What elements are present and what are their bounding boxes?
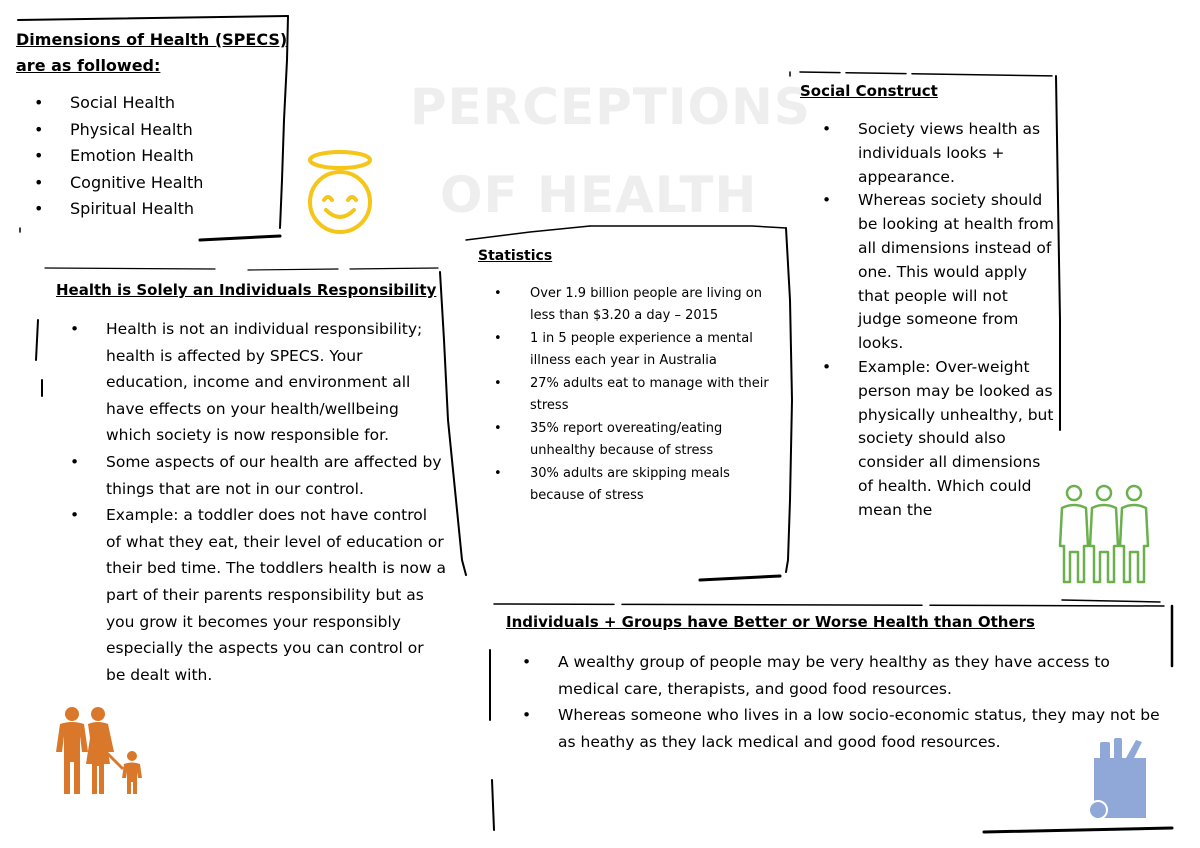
specs-list <box>70 90 203 223</box>
list-item: • Whereas someone who lives in a low socio-economic status, they may not be as heathy as they lack medical and good food resources. <box>558 702 1170 755</box>
list-item: • 35% report overeating/eating unhealthy because of stress <box>530 418 770 461</box>
page-title-line2: OF HEALTH <box>440 166 758 224</box>
specs-heading-line2: are as followed: <box>16 56 161 75</box>
list-item: • Health is not an individual responsibility; health is affected by SPECS. Your education, income and environment all have effects on your health/wellbeing which society is now responsible for. <box>106 316 446 449</box>
social-heading: Social Construct <box>800 82 938 100</box>
list-item: • Example: Over-weight person may be looked as physically unhealthy, but society should also consider all dimensions of health. Which could mean the <box>858 356 1054 523</box>
angel-face-icon <box>300 146 380 236</box>
family-icon <box>52 706 148 796</box>
grocery-bag-icon <box>1086 738 1154 822</box>
list-item: • Emotion Health <box>70 143 203 170</box>
statistics-list <box>530 283 770 506</box>
list-item: • Whereas society should be looking at health from all dimensions instead of one. This would apply that people will not judge someone from looks. <box>858 189 1054 356</box>
specs-heading-line1: Dimensions of Health (SPECS) <box>16 30 288 49</box>
page-title-line1: PERCEPTIONS <box>410 78 811 136</box>
social-list <box>858 118 1054 523</box>
list-item: • Social Health <box>70 90 203 117</box>
list-item: • Over 1.9 billion people are living on less than $3.20 a day – 2015 <box>530 283 770 326</box>
list-item: • Example: a toddler does not have control of what they eat, their level of education or their bed time. The toddlers health is now a part of their parents responsibility but as you grow it becomes your responsibly especially the aspects you can control or be dealt with. <box>106 502 446 688</box>
list-item: • Society views health as individuals looks + appearance. <box>858 118 1054 189</box>
groups-heading: Individuals + Groups have Better or Worse Health than Others <box>506 613 1035 631</box>
responsibility-list <box>106 316 446 688</box>
list-item: • 1 in 5 people experience a mental illness each year in Australia <box>530 328 770 371</box>
list-item: • Cognitive Health <box>70 170 203 197</box>
list-item: • A wealthy group of people may be very healthy as they have access to medical care, therapists, and good food resources. <box>558 649 1170 702</box>
group-people-icon <box>1058 484 1158 586</box>
list-item: • 27% adults eat to manage with their stress <box>530 373 770 416</box>
responsibility-heading: Health is Solely an Individuals Responsibility <box>56 281 437 299</box>
statistics-heading: Statistics <box>478 248 553 264</box>
list-item: • 30% adults are skipping meals because of stress <box>530 463 770 506</box>
list-item: • Spiritual Health <box>70 196 203 223</box>
list-item: • Some aspects of our health are affected by things that are not in our control. <box>106 449 446 502</box>
groups-list <box>558 649 1170 755</box>
list-item: • Physical Health <box>70 117 203 144</box>
